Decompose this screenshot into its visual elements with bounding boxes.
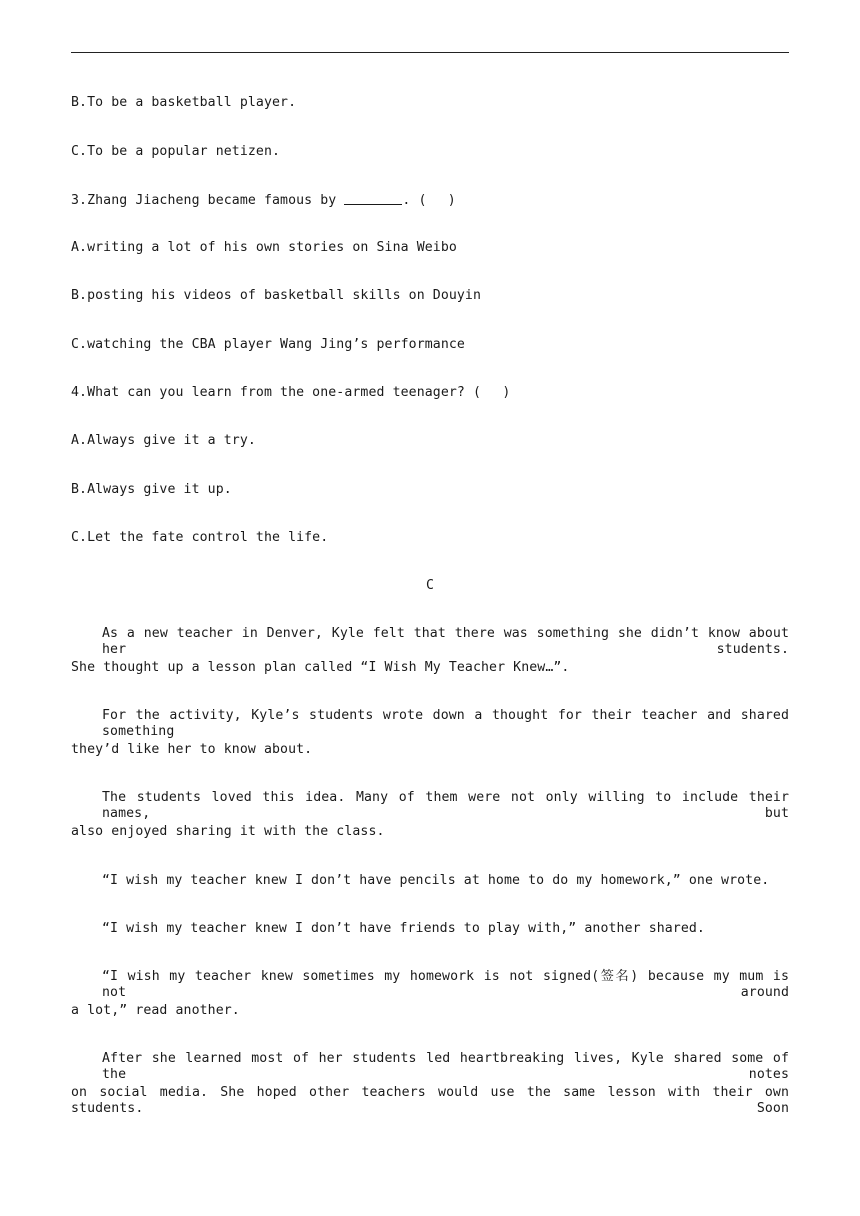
option-2c: C.To be a popular netizen.	[71, 144, 281, 159]
quote-2: “I wish my teacher knew I don’t have friends to play with,” another shared.	[102, 921, 705, 936]
quote-3-line-1: “I wish my teacher knew sometimes my homework is not signed(签名) because my mum is not around	[102, 969, 789, 1000]
question-3	[71, 192, 456, 209]
question-3-text: 3.Zhang Jiacheng became famous by	[71, 193, 337, 208]
option-3a: A.writing a lot of his own stories on Sina Weibo	[71, 240, 457, 255]
paragraph-2-line-1: For the activity, Kyle’s students wrote down a thought for their teacher and shared something	[102, 708, 789, 739]
answer-blank	[344, 192, 402, 205]
header-rule	[71, 52, 789, 53]
option-3b: B.posting his videos of basketball skills on Douyin	[71, 288, 482, 303]
paragraph-1-line-2: She thought up a lesson plan called “I Wish My Teacher Knew…”.	[71, 660, 570, 675]
paragraph-4-line-2: on social media. She hoped other teachers would use the same lesson with their own students. Soon	[71, 1085, 789, 1116]
question-3-bracket: . ( )	[402, 193, 456, 208]
paragraph-3-line-1: The students loved this idea. Many of them were not only willing to include their names, but	[102, 790, 789, 821]
paragraph-4-line-1: After she learned most of her students led heartbreaking lives, Kyle shared some of the notes	[102, 1051, 789, 1082]
paragraph-3-line-2: also enjoyed sharing it with the class.	[71, 824, 385, 839]
paragraph-2-line-2: they’d like her to know about.	[71, 742, 313, 757]
question-4: 4.What can you learn from the one-armed teenager? ( )	[71, 385, 511, 400]
option-4b: B.Always give it up.	[71, 482, 232, 497]
option-4a: A.Always give it a try.	[71, 433, 256, 448]
option-4c: C.Let the fate control the life.	[71, 530, 329, 545]
option-2b: B.To be a basketball player.	[71, 95, 297, 110]
quote-1: “I wish my teacher knew I don’t have pencils at home to do my homework,” one wrote.	[102, 873, 770, 888]
paragraph-1-line-1: As a new teacher in Denver, Kyle felt that there was something she didn’t know about her students.	[102, 626, 789, 657]
quote-3-line-2: a lot,” read another.	[71, 1003, 240, 1018]
option-3c: C.watching the CBA player Wang Jing’s performance	[71, 337, 465, 352]
section-heading: C	[425, 578, 435, 593]
